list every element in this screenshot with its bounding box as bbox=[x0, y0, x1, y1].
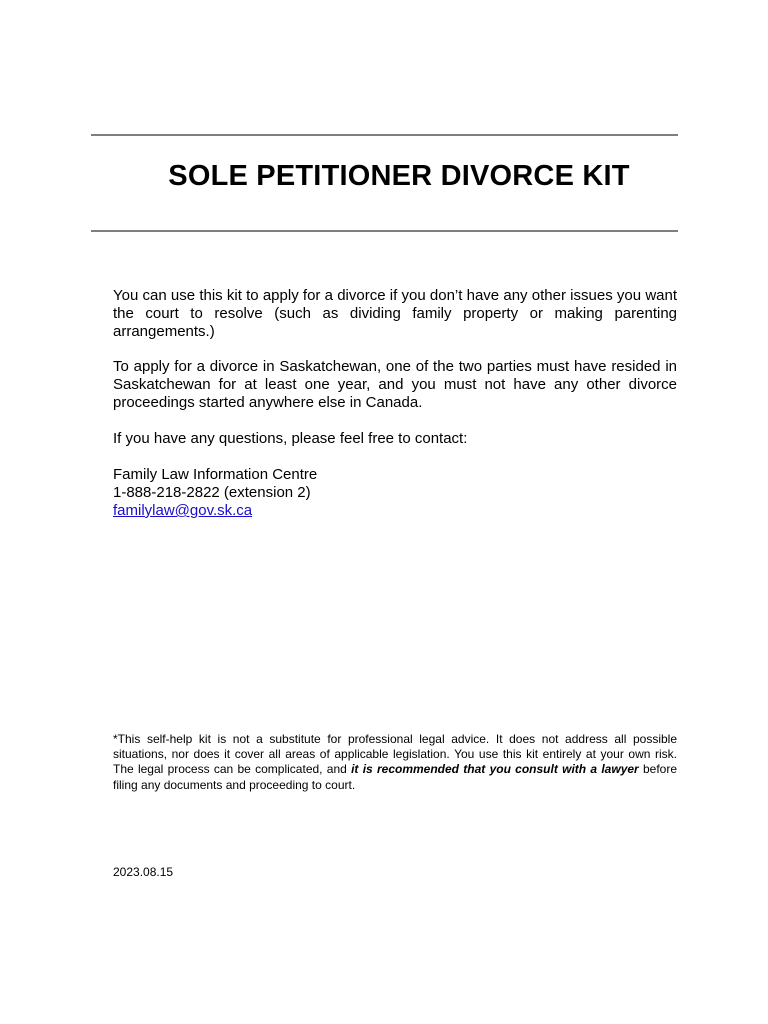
contact-phone: 1-888-218-2822 (extension 2) bbox=[113, 484, 311, 501]
disclaimer bbox=[113, 732, 677, 793]
bottom-divider bbox=[91, 230, 678, 232]
top-divider bbox=[91, 134, 678, 136]
intro-paragraph: You can use this kit to apply for a divorce if you don’t have any other issues you want the court to resolve (such as dividing family property or making parenting arrangements.) bbox=[113, 287, 677, 340]
contact-email-link[interactable]: familylaw@gov.sk.ca bbox=[113, 502, 253, 519]
residency-paragraph: To apply for a divorce in Saskatchewan, one of the two parties must have resided in Saskatchewan for at least one year, and you must not have any other divorce proceedings started anywhere else in Canada. bbox=[113, 358, 677, 411]
contact-block bbox=[113, 466, 677, 520]
document-date: 2023.08.15 bbox=[113, 865, 174, 879]
disclaimer-emphasis: it is recommended that you consult with a lawyer bbox=[351, 762, 639, 777]
disclaimer-text-before: *This self-help kit is not a substitute for professional legal advice. It does not address all possible situations, nor does it cover all areas of applicable legislation. You use this kit entirely at your own risk. The legal process can be complicated, and bbox=[113, 732, 677, 777]
page-title: SOLE PETITIONER DIVORCE KIT bbox=[168, 160, 630, 192]
contact-name: Family Law Information Centre bbox=[113, 466, 318, 483]
contact-intro-paragraph: If you have any questions, please feel free to contact: bbox=[113, 430, 468, 447]
disclaimer-text-after: before filing any documents and proceeding to court. bbox=[113, 762, 678, 792]
